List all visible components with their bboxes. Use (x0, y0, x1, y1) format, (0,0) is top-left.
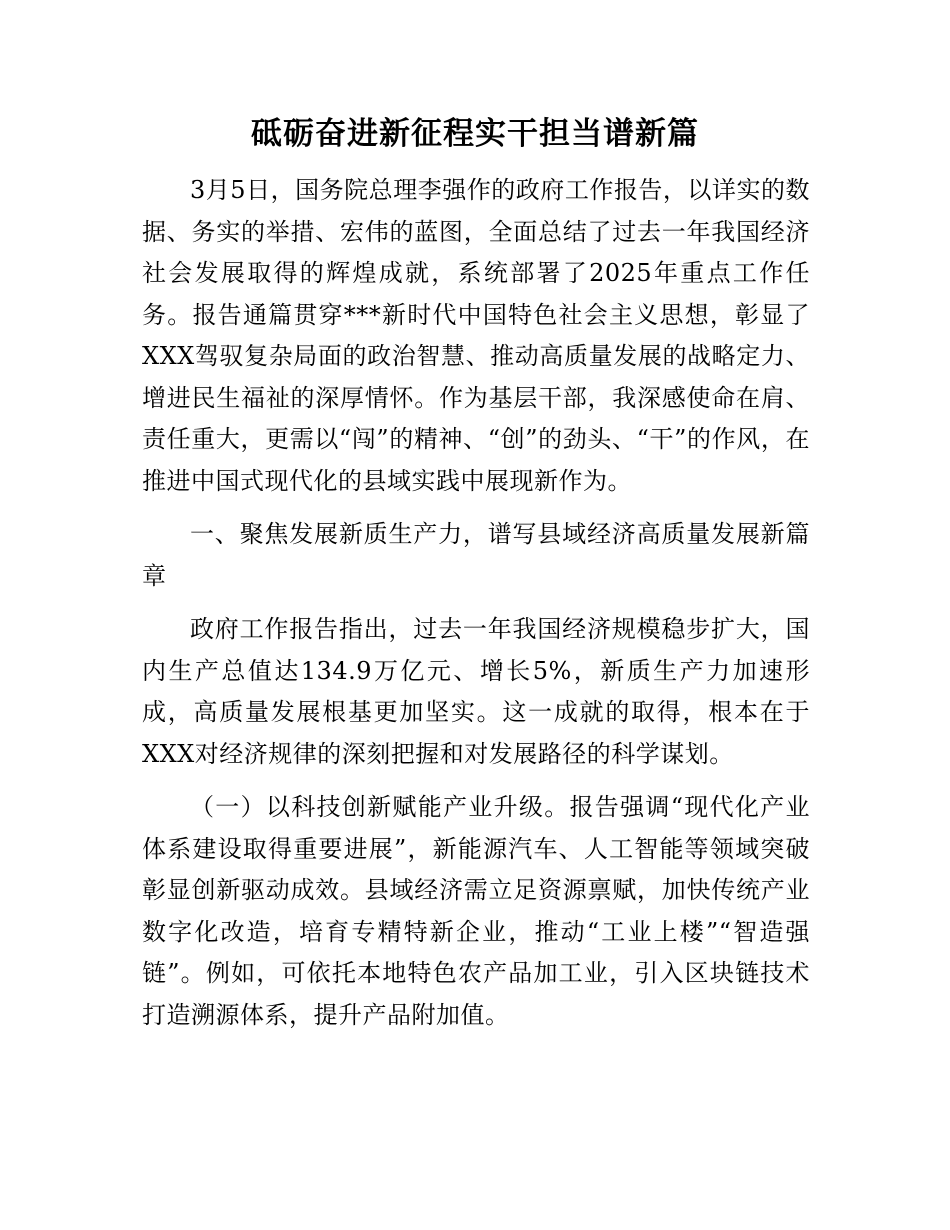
intro-paragraph: 3月5日，国务院总理李强作的政府工作报告，以详实的数据、务实的举措、宏伟的蓝图，全面总结了过去一年我国经济社会发展取得的辉煌成就，系统部署了2025年重点工作任务。报告通篇贯穿***新时代中国特色社会主义思想，彰显了XXX驾驭复杂局面的政治智慧、推动高质量发展的战略定力、增进民生福祉的深厚情怀。作为基层干部，我深感使命在肩、责任重大，更需以“闯”的精神、“创”的劲头、“干”的作风，在推进中国式现代化的县域实践中展现新作为。 (142, 176, 810, 495)
document-body (142, 170, 810, 1036)
section-1-paragraph: 政府工作报告指出，过去一年我国经济规模稳步扩大，国内生产总值达134.9万亿元、增长5%，新质生产力加速形成，高质量发展根基更加坚实。这一成就的取得，根本在于XXX对经济规律的深刻把握和对发展路径的科学谋划。 (142, 615, 810, 768)
section-heading-1: 一、聚焦发展新质生产力，谱写县域经济高质量发展新篇章 (142, 520, 810, 590)
document-title: 砥砺奋进新征程实干担当谱新篇 (251, 116, 699, 152)
subsection-1-paragraph: （一）以科技创新赋能产业升级。报告强调“现代化产业体系建设取得重要进展”，新能源汽车、人工智能等领域突破彰显创新驱动成效。县域经济需立足资源禀赋，加快传统产业数字化改造，培育专精特新企业，推动“工业上楼”“智造强链”。例如，可依托本地特色农产品加工业，引入区块链技术打造溯源体系，提升产品附加值。 (142, 793, 810, 1029)
